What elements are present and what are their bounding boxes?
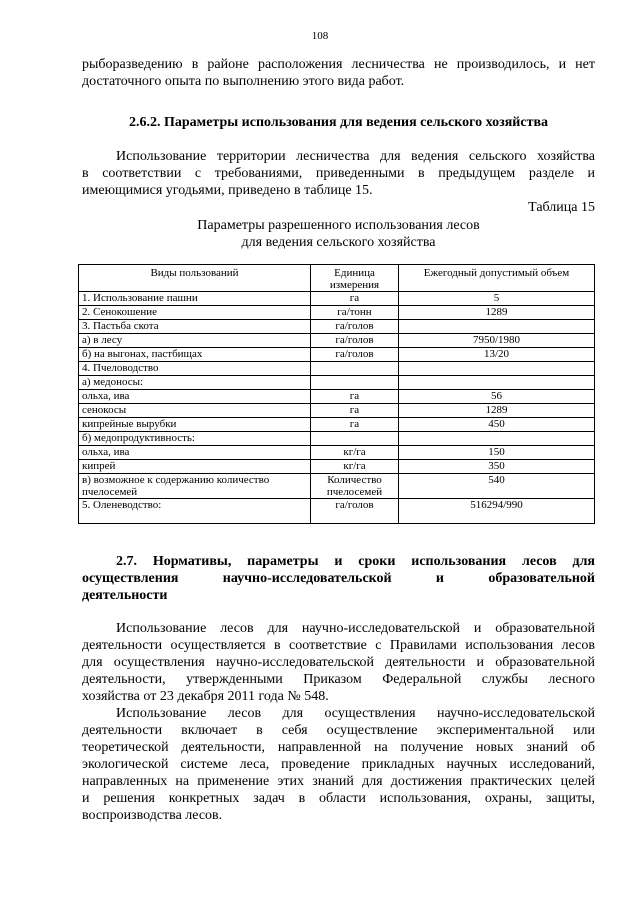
table-row bbox=[79, 432, 595, 446]
table-caption bbox=[82, 217, 595, 251]
table-header-row bbox=[79, 265, 595, 292]
table-cell: га/тонн bbox=[311, 306, 399, 320]
table-row bbox=[79, 306, 595, 320]
text-line: деятельности включает в себя осуществление экспериментальной или bbox=[82, 723, 595, 738]
heading-line: 2.7. Нормативы, параметры и сроки использования лесов для bbox=[116, 554, 595, 569]
table-row bbox=[79, 404, 595, 418]
table-cell: 540 bbox=[399, 474, 595, 499]
table-row bbox=[79, 348, 595, 362]
table-row bbox=[79, 474, 595, 499]
table-cell: 13/20 bbox=[399, 348, 595, 362]
table-cell bbox=[399, 376, 595, 390]
table-cell: ольха, ива bbox=[79, 446, 311, 460]
caption-line: Параметры разрешенного использования лесов bbox=[197, 218, 480, 233]
table-row bbox=[79, 390, 595, 404]
text-line: теоретической деятельности, направленной на получение новых знаний об bbox=[82, 740, 595, 755]
table-cell: 516294/990 bbox=[399, 499, 595, 524]
header-cell: Виды пользований bbox=[79, 265, 311, 292]
table-cell: 2. Сенокошение bbox=[79, 306, 311, 320]
table-cell bbox=[399, 320, 595, 334]
text-line: Использование лесов для осуществления научно-исследовательской bbox=[116, 706, 595, 721]
table-cell: 150 bbox=[399, 446, 595, 460]
text-line: Использование лесов для научно-исследовательской и образовательной bbox=[116, 621, 595, 636]
table-cell: га/голов bbox=[311, 348, 399, 362]
table-cell bbox=[311, 362, 399, 376]
table-row bbox=[79, 446, 595, 460]
table-cell: б) медопродуктивность: bbox=[79, 432, 311, 446]
table-cell bbox=[311, 432, 399, 446]
section-27-heading bbox=[82, 553, 595, 604]
table-cell: 5 bbox=[399, 292, 595, 306]
section-27-paragraph-2 bbox=[82, 705, 595, 824]
intro-paragraph bbox=[82, 56, 595, 90]
table-cell: кипрей bbox=[79, 460, 311, 474]
header-cell: Ежегодный допустимый объем bbox=[399, 265, 595, 292]
text-line: направленных на применение этих знаний для достижения практических целей bbox=[82, 774, 595, 789]
page-number: 108 bbox=[311, 30, 329, 42]
table-cell bbox=[399, 362, 595, 376]
section-27-paragraph-1 bbox=[82, 620, 595, 705]
table-cell: б) на выгонах, пастбищах bbox=[79, 348, 311, 362]
header-cell: Единица измерения bbox=[311, 265, 399, 292]
table-row bbox=[79, 292, 595, 306]
table-row bbox=[79, 460, 595, 474]
table-cell: в) возможное к содержанию количество пчелосемей bbox=[79, 474, 311, 499]
text-line: деятельности осуществляется в соответствие с Правилами использования лесов bbox=[82, 638, 595, 653]
heading-line: деятельности bbox=[82, 588, 168, 603]
text-line: для осуществления научно-исследовательской деятельности и образовательной bbox=[82, 655, 595, 670]
table-cell: 1. Использование пашни bbox=[79, 292, 311, 306]
text-line: экологической системе леса, проведение прикладных научных исследований, bbox=[82, 757, 595, 772]
table-cell: га/голов bbox=[311, 334, 399, 348]
table-row bbox=[79, 376, 595, 390]
table-cell: 3. Пастьба скота bbox=[79, 320, 311, 334]
heading-line: осуществления научно-исследовательской и образовательной bbox=[82, 571, 595, 586]
text-line: в соответствии с требованиями, приведенными в предыдущем разделе и bbox=[82, 166, 595, 181]
table-cell: кипрейные вырубки bbox=[79, 418, 311, 432]
table-cell: 4. Пчеловодство bbox=[79, 362, 311, 376]
text-line: деятельности, утвержденными Приказом Федеральной службы лесного bbox=[82, 672, 595, 687]
table-cell: га/голов bbox=[311, 320, 399, 334]
section-262-paragraph bbox=[82, 148, 595, 199]
table-label: Таблица 15 bbox=[528, 200, 595, 215]
table-cell: 1289 bbox=[399, 404, 595, 418]
caption-line: для ведения сельского хозяйства bbox=[241, 235, 436, 250]
table-row bbox=[79, 418, 595, 432]
table-cell: кг/га bbox=[311, 460, 399, 474]
table-row bbox=[79, 320, 595, 334]
table-cell: 450 bbox=[399, 418, 595, 432]
table-cell: га bbox=[311, 292, 399, 306]
table-cell: ольха, ива bbox=[79, 390, 311, 404]
text-line: имеющимися угодьями, приведено в таблице 15. bbox=[82, 183, 373, 198]
table-cell: кг/га bbox=[311, 446, 399, 460]
table-cell: Количество пчелосемей bbox=[311, 474, 399, 499]
text-line: достаточного опыта по выполнению этого вида работ. bbox=[82, 74, 405, 89]
table-cell: 56 bbox=[399, 390, 595, 404]
table-cell bbox=[311, 376, 399, 390]
table-cell: га/голов bbox=[311, 499, 399, 524]
table-row bbox=[79, 334, 595, 348]
text-line: воспроизводства лесов. bbox=[82, 808, 223, 823]
table-cell: а) медоносы: bbox=[79, 376, 311, 390]
table-cell: 1289 bbox=[399, 306, 595, 320]
table-cell: сенокосы bbox=[79, 404, 311, 418]
table-cell: а) в лесу bbox=[79, 334, 311, 348]
table-cell bbox=[399, 432, 595, 446]
table-row bbox=[79, 362, 595, 376]
usage-parameters-table bbox=[78, 264, 595, 524]
text-line: хозяйства от 23 декабря 2011 года № 548. bbox=[82, 689, 329, 704]
table-cell: га bbox=[311, 404, 399, 418]
text-line: и решения конкретных задач в области использования, охраны, защиты, bbox=[82, 791, 595, 806]
table-cell: 7950/1980 bbox=[399, 334, 595, 348]
table-cell: 350 bbox=[399, 460, 595, 474]
text-line: рыборазведению в районе расположения лесничества не производилось, и нет bbox=[82, 57, 595, 72]
text-line: Использование территории лесничества для ведения сельского хозяйства bbox=[116, 149, 595, 164]
table-cell: га bbox=[311, 418, 399, 432]
table-cell: га bbox=[311, 390, 399, 404]
table-row bbox=[79, 499, 595, 524]
section-262-heading: 2.6.2. Параметры использования для ведения сельского хозяйства bbox=[128, 115, 549, 130]
table-cell: 5. Оленеводство: bbox=[79, 499, 311, 524]
